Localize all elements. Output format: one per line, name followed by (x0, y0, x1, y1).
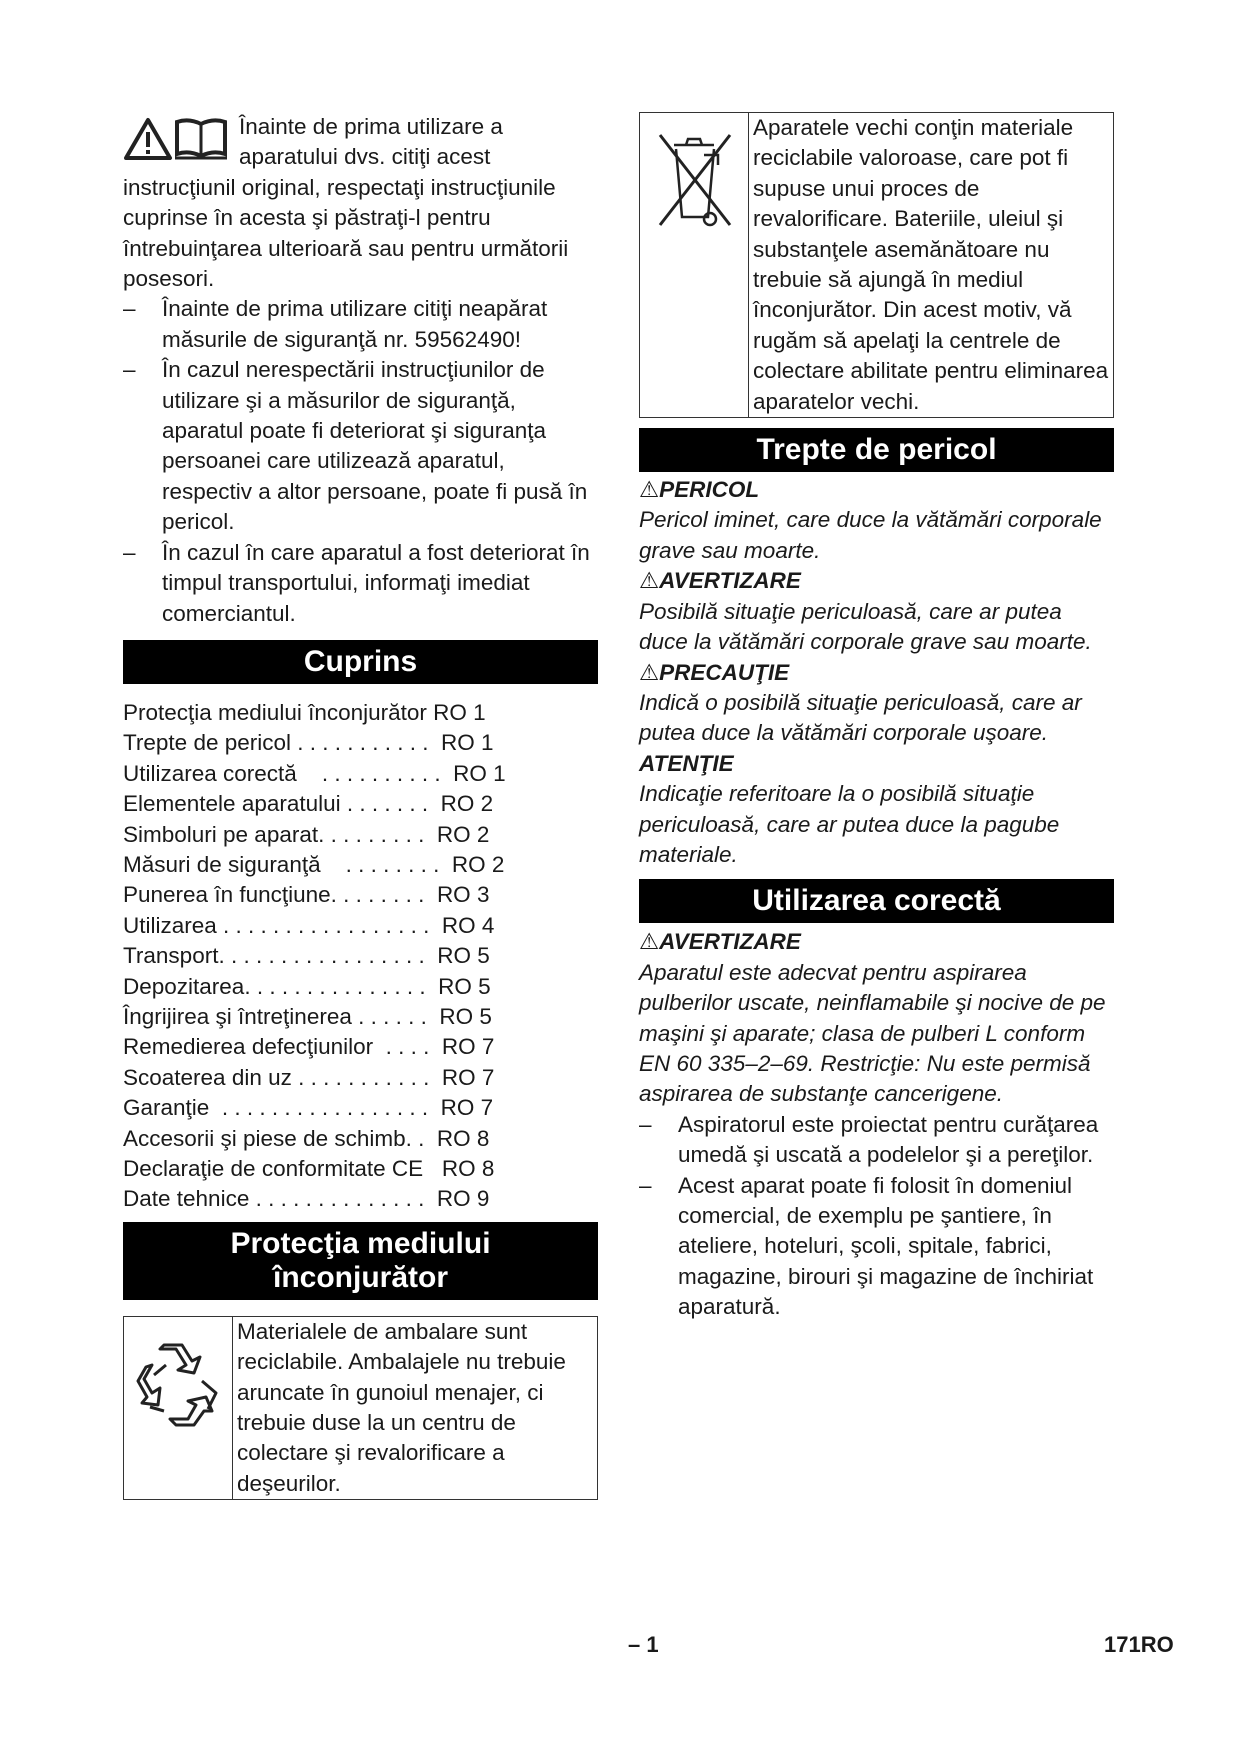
toc-title: Măsuri de siguranţă (123, 851, 321, 877)
toc-leader: . . . . . . . . . . . . . . . . . (209, 1095, 441, 1121)
toc-leader: . . . . . . . . . . (296, 760, 454, 786)
toc-row (123, 941, 598, 971)
toc-title: Utilizarea corectă (123, 760, 297, 786)
toc-leader: . . . . . . . . . . . . . . . . . (216, 912, 442, 938)
toc-page: RO 8 (441, 1156, 495, 1181)
warning-manual-icon (123, 114, 231, 170)
toc-row (123, 1063, 598, 1093)
toc-row (123, 972, 598, 1002)
toc-row (123, 1184, 598, 1214)
danger-level: ATENŢIE Indicaţie referitoare la o posibilă situaţie periculoasă, care ar putea duce la pagube materiale. (639, 750, 1060, 867)
toc-page: RO 2 (436, 821, 490, 847)
danger-level: ⚠AVERTIZARE Posibilă situaţie periculoasă, care ar putea duce la vătămări corporale grave sau moarte. (639, 568, 1092, 655)
toc-page: RO 7 (441, 1034, 495, 1060)
toc-title: Punerea în funcţiune (123, 882, 331, 908)
right-column (639, 112, 1114, 1323)
toc-row (123, 1032, 598, 1062)
toc-leader: . . . . . . . . . (318, 821, 437, 847)
intro-bullet: – În cazul în care aparatul a fost deteriorat în timpul transportului, informaţi imediat comerciantul. (123, 539, 590, 626)
toc-leader: . . . . (373, 1034, 442, 1060)
toc-title: Trepte de pericol (123, 730, 292, 756)
toc-title: Accesorii şi piese de schimb (123, 1125, 406, 1151)
toc-title: Simboluri pe aparat (123, 821, 319, 847)
toc-row (123, 820, 598, 850)
warning-icon: ⚠ (639, 477, 660, 503)
intended-use-bullet: – Aspiratorul este proiectat pentru curăţarea umedă şi uscată a podelelor şi a pereţilor. (639, 1111, 1099, 1168)
toc-row (123, 728, 598, 758)
warning-icon: ⚠ (639, 659, 660, 685)
toc-title: Transport (123, 943, 219, 969)
toc-leader: . . . . . . . . . . . (291, 730, 442, 756)
toc-leader: . . (405, 1125, 437, 1151)
toc-page: RO 9 (436, 1186, 490, 1212)
intended-use-warning: Aparatul este adecvat pentru aspirarea pulberilor uscate, neinflamabile şi nocive de pe maşini şi aparate; clasa de pulberi L conform EN 60 335–2–69. Restricţie: Nu este permisă aspirarea de substanţe cancerigene. (639, 959, 1106, 1107)
intro-bullet: – Înainte de prima utilizare citiţi neapărat măsurile de siguranţă nr. 59562490! (123, 296, 548, 352)
toc-title: Date tehnice (123, 1186, 250, 1212)
environment-heading: Protecţia mediului înconjurător (123, 1222, 598, 1300)
toc-row (123, 1093, 598, 1123)
toc-row (123, 1124, 598, 1154)
warning-triangle-icon (126, 120, 170, 158)
toc-page: RO 5 (438, 973, 491, 999)
toc-row (123, 759, 598, 789)
danger-level: ⚠PERICOL Pericol iminet, care duce la vătămări corporale grave sau moarte. (639, 477, 1102, 563)
toc-page: RO 4 (441, 912, 495, 938)
toc-row (123, 698, 598, 728)
intended-use-section: ⚠AVERTIZARE Aparatul este adecvat pentru aspirarea pulberilor uscate, neinflamabile şi nocive de pe maşini şi aparate; clasa de pulberi L conform EN 60 335–2–69. Restricţie: Nu este permisă aspirarea de substanţe cancerigene. – Aspiratorul este proiectat pentru curăţarea umedă şi uscată a podelelor şi a pereţilor. – Acest aparat poate fi folosit în domeniul comercial, de exemplu pe şantiere, în ateliere, hoteluri, şcoli, spitale, fabrici, magazine, birouri şi magazine de închiriat aparatură. (639, 927, 1114, 1322)
toc-row (123, 789, 598, 819)
warning-icon: ⚠ (639, 568, 660, 594)
toc-title: Utilizarea (123, 912, 217, 938)
old-devices-box (639, 112, 1114, 418)
toc-page: RO 7 (441, 1064, 495, 1090)
packaging-text: Materialele de ambalare sunt reciclabile. Ambalajele nu trebuie aruncate în gunoiul menajer, ci trebuie duse la un centru de colectare şi revalorificare a deşeurilor. (237, 1318, 566, 1496)
page-number: – 1 (628, 1632, 659, 1657)
toc-page: RO 2 (440, 791, 494, 817)
toc-leader: . . . . . . . . . . . . . . . (244, 973, 439, 999)
toc-leader: . . . . . . . . . . . . . . (249, 1186, 437, 1212)
toc-title: Declaraţie de conformitate CE (123, 1156, 424, 1181)
toc-page: RO 1 (453, 760, 506, 786)
toc-page: RO 7 (440, 1095, 494, 1121)
intro-bullet: – În cazul nerespectării instrucţiunilor de utilizare şi a măsurilor de siguranţă, aparatul poate fi deteriorat şi siguranţa persoanei care utilizează aparatul, respectiv a altor persoane, poate fi pusă în pericol. (123, 357, 588, 535)
toc-page: RO 2 (451, 851, 505, 877)
toc-page: RO 1 (433, 699, 486, 725)
toc-leader: . . . . . . . (340, 791, 441, 817)
warning-icon: ⚠ (639, 929, 660, 955)
old-devices-text: Aparatele vechi conţin materiale reciclabile valoroase, care pot fi supuse unui proces de revalorificare. Bateriile, uleiul şi substanţele asemănătoare nu trebuie să ajungă în mediul înconjurător. Din acest motiv, vă rugăm să apelaţi la centrele de colectare abilitate pentru eliminarea aparatelor vechi. (753, 115, 1109, 414)
toc-leader: . . . . . . . . . . . (291, 1064, 442, 1090)
intended-use-heading: Utilizarea corectă (639, 879, 1114, 923)
toc-title: Elementele aparatului (123, 791, 341, 817)
toc-page: RO 3 (436, 882, 490, 908)
toc-title: Protecţia mediului înconjurător (123, 699, 427, 725)
toc-row (123, 911, 598, 941)
toc-page: RO 1 (441, 730, 494, 756)
packaging-box (123, 1316, 598, 1500)
danger-levels (639, 475, 1114, 870)
left-column (123, 112, 598, 1500)
toc-leader (423, 1154, 442, 1184)
danger-levels-heading: Trepte de pericol (639, 428, 1114, 472)
toc-leader: . . . . . . . . (330, 882, 437, 908)
manual-book-icon (175, 120, 227, 158)
toc-leader: . . . . . . (351, 1003, 440, 1029)
crossed-bin-icon (640, 113, 749, 417)
toc-title: Depozitarea (123, 973, 245, 999)
toc-heading: Cuprins (123, 640, 598, 684)
intro-text: Înainte de prima utilizare a aparatului dvs. citiţi acest instrucţiunil original, respectaţi instrucţiunile cuprinse în acesta şi păstraţi-l pentru întrebuinţarea ulterioară sau pentru următorii posesori. (123, 114, 569, 292)
danger-level: ⚠PRECAUŢIE Indică o posibilă situaţie periculoasă, care ar putea duce la vătămări corporale uşoare. (639, 659, 1082, 746)
toc-row (123, 1154, 598, 1184)
page-code: 171RO (1104, 1632, 1174, 1657)
intended-use-bullet: – Acest aparat poate fi folosit în domeniul comercial, de exemplu pe şantiere, în ateliere, hoteluri, şcoli, spitale, fabrici, magazine, birouri şi magazine de închiriat aparatură. (639, 1172, 1094, 1320)
toc-page: RO 5 (437, 943, 490, 969)
toc-page: RO 8 (436, 1125, 490, 1151)
recycle-icon (124, 1317, 233, 1499)
toc-leader: . . . . . . . . . . . . . . . . . (218, 943, 438, 969)
toc-title: Scoaterea din uz (123, 1064, 292, 1090)
toc-title: Remedierea defecţiunilor (123, 1034, 374, 1060)
toc-row (123, 880, 598, 910)
toc-row (123, 850, 598, 880)
intro-section (123, 112, 598, 629)
toc-page: RO 5 (439, 1003, 492, 1029)
toc-title: Îngrijirea şi întreţinerea (123, 1003, 352, 1029)
toc-row (123, 1002, 598, 1032)
toc-leader: . . . . . . . . (320, 851, 452, 877)
table-of-contents (123, 698, 598, 1215)
toc-title: Garanţie (123, 1095, 210, 1121)
